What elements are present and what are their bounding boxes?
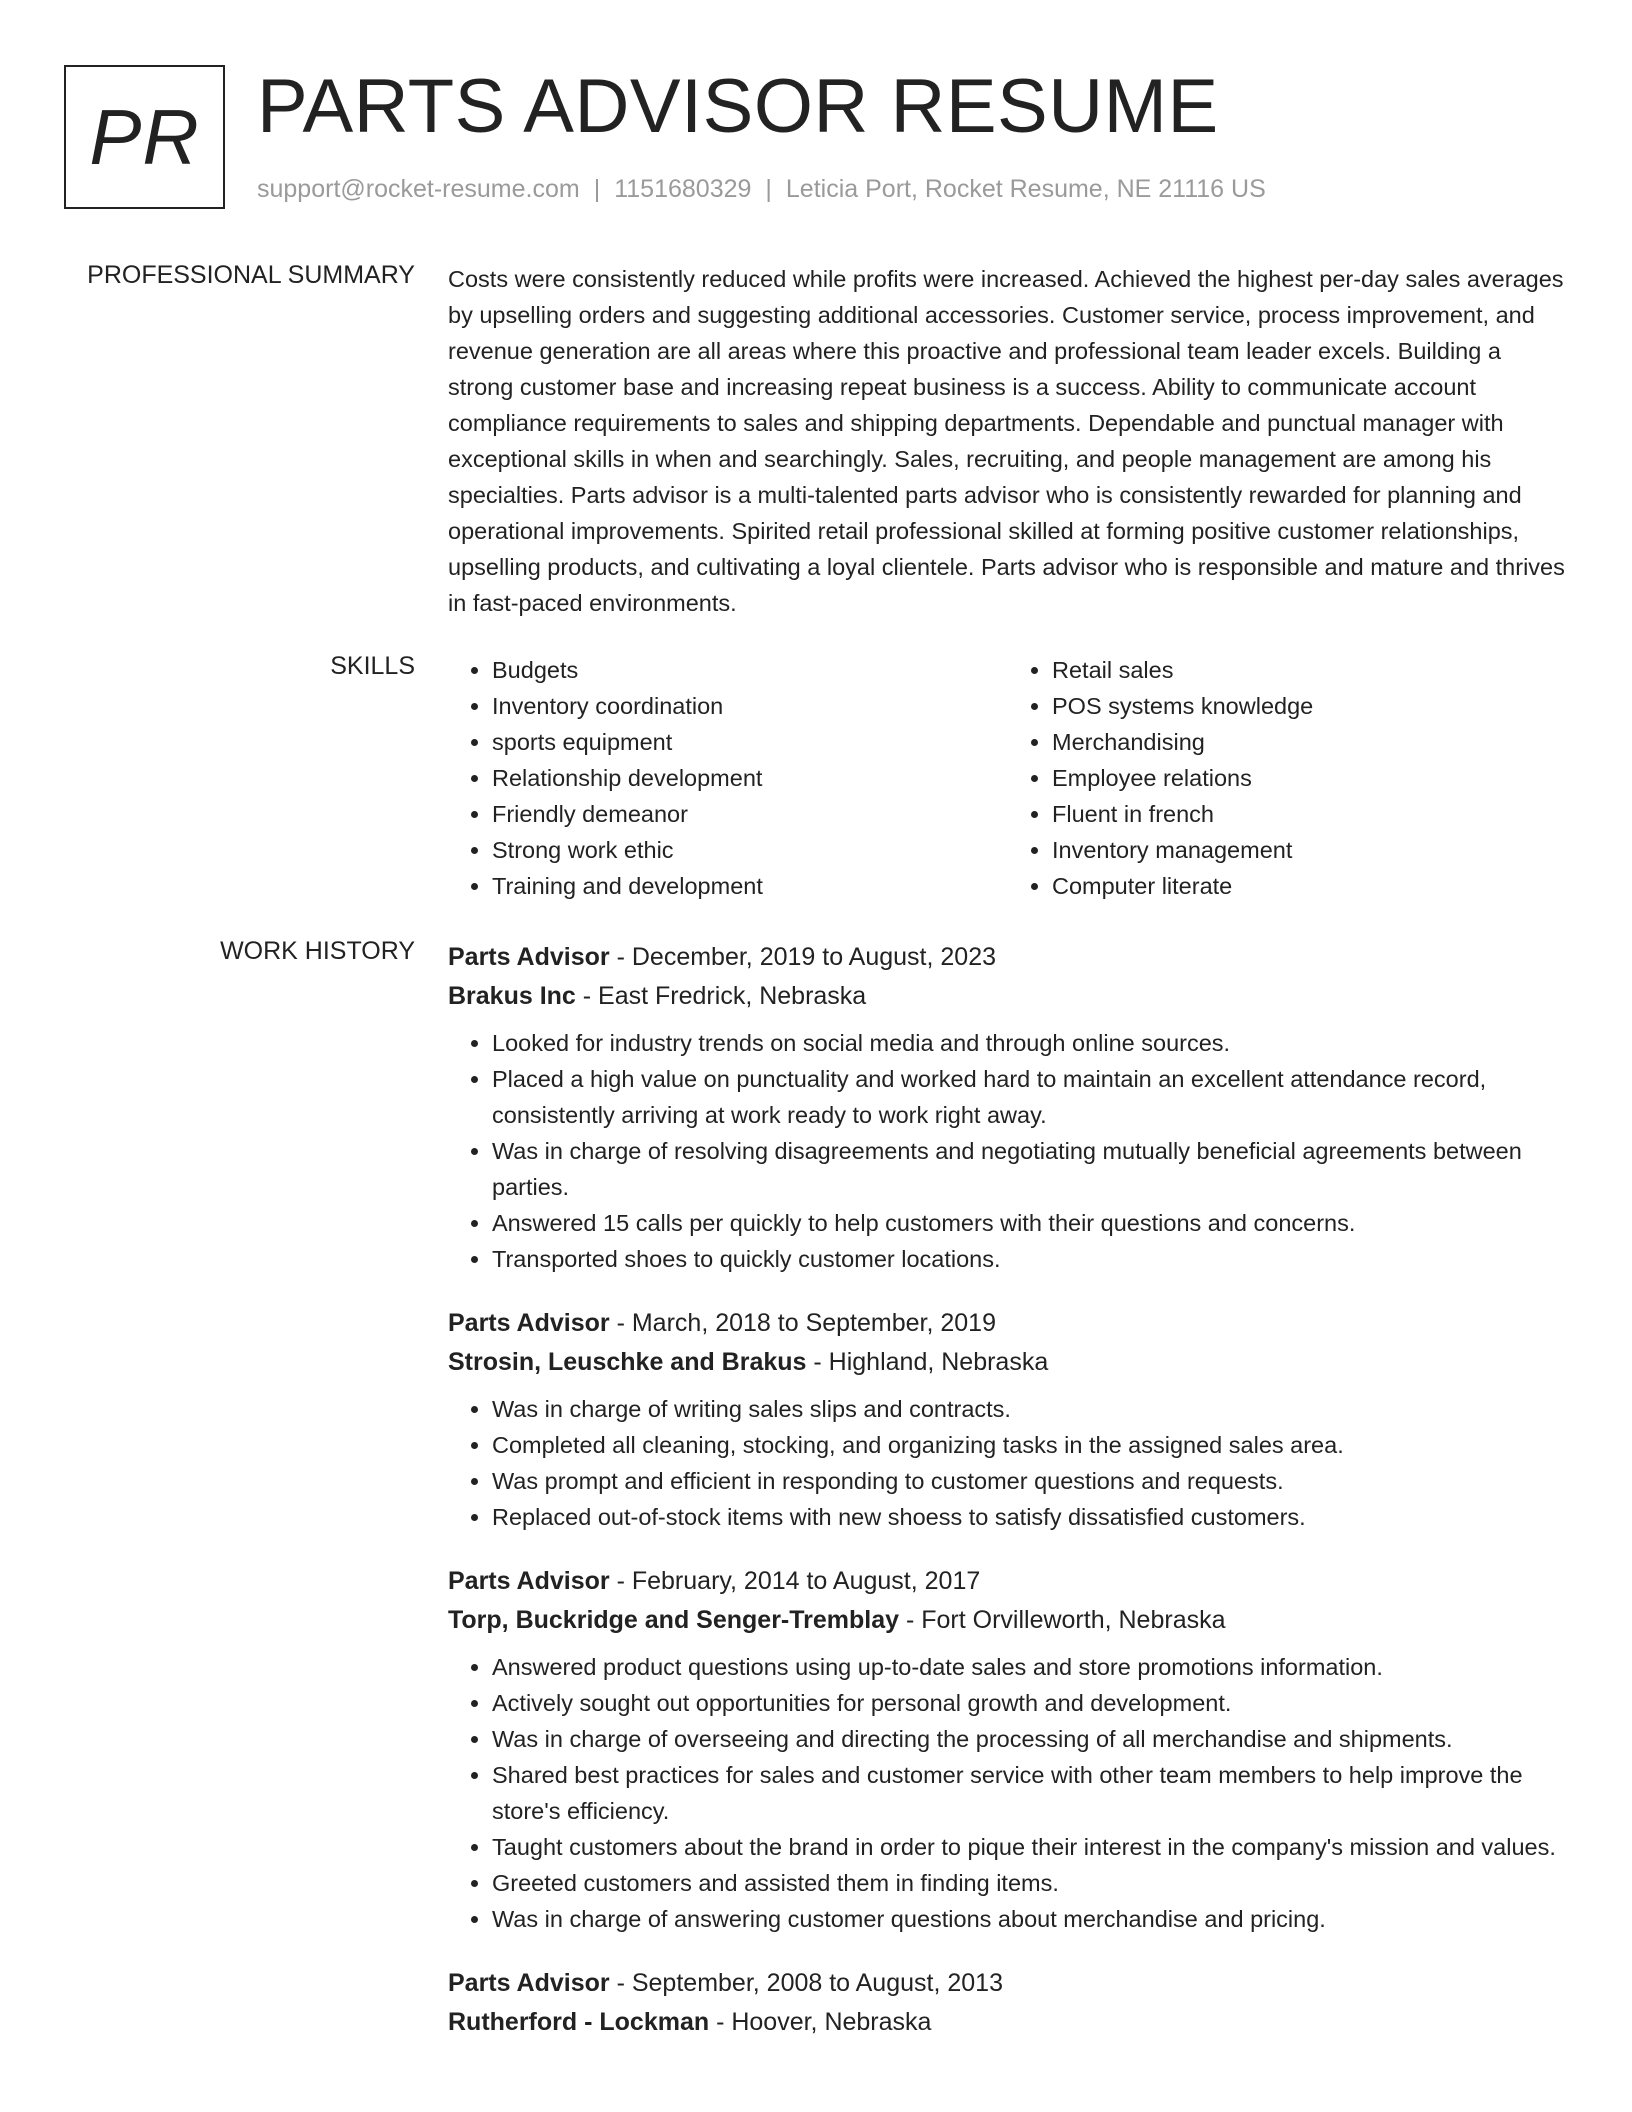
skill-item: • Inventory coordination	[492, 688, 1008, 724]
job-entry	[448, 1963, 1568, 2041]
job-bullet: • Was in charge of answering customer questions about merchandise and pricing.	[492, 1901, 1568, 1937]
job-dates: - December, 2019 to August, 2023	[609, 943, 997, 971]
skill-item: • Merchandising	[1052, 724, 1568, 760]
job-title: Parts Advisor	[448, 1969, 610, 1997]
job-location: - East Fredrick, Nebraska	[575, 982, 867, 1010]
job-entry	[448, 937, 1568, 1277]
job-title-line	[448, 1561, 1568, 1601]
job-bullet: • Completed all cleaning, stocking, and organizing tasks in the assigned sales area.	[492, 1427, 1568, 1463]
job-bullet: • Shared best practices for sales and customer service with other team members to help improve the store's efficiency.	[492, 1757, 1568, 1829]
job-company-line	[448, 1601, 1568, 1639]
job-company: Rutherford - Lockman	[448, 2008, 710, 2036]
summary-text: Costs were consistently reduced while profits were increased. Achieved the highest per-day sales averages by upselling orders and suggesting additional accessories. Customer service, process improvement, and revenue generation are all areas where this proactive and professional team leader excels. Building a strong customer base and increasing repeat business is a success. Ability to communicate account compliance requirements to sales and shipping departments. Dependable and punctual manager with exceptional skills in when and searchingly. Sales, recruiting, and people management are among his specialties. Parts advisor is a multi-talented parts advisor who is consistently rewarded for planning and operational improvements. Spirited retail professional skilled at forming positive customer relationships, upselling products, and cultivating a loyal clientele. Parts advisor who is responsible and mature and thrives in fast-paced environments.	[448, 266, 1565, 616]
job-bullets	[448, 1649, 1568, 1937]
job-company-line	[448, 977, 1568, 1015]
skills-body	[448, 652, 1568, 904]
skills-list-right	[1008, 652, 1568, 904]
job-dates: - February, 2014 to August, 2017	[609, 1567, 981, 1595]
job-location: - Fort Orvilleworth, Nebraska	[899, 1606, 1226, 1634]
skill-item: • Computer literate	[1052, 868, 1568, 904]
contact-separator: |	[593, 175, 601, 203]
job-company-line	[448, 1343, 1568, 1381]
skill-item: • Relationship development	[492, 760, 1008, 796]
skill-item: • Budgets	[492, 652, 1008, 688]
page-title: PARTS ADVISOR RESUME	[257, 64, 1219, 149]
job-bullet: • Was in charge of overseeing and directing the processing of all merchandise and shipments.	[492, 1721, 1568, 1757]
job-bullet: • Transported shoes to quickly customer locations.	[492, 1241, 1568, 1277]
job-title-line	[448, 937, 1568, 977]
job-company: Brakus Inc	[448, 982, 576, 1010]
skill-item: • Employee relations	[1052, 760, 1568, 796]
skill-item: • Retail sales	[1052, 652, 1568, 688]
job-title-line	[448, 1963, 1568, 2003]
job-bullet: • Answered 15 calls per quickly to help customers with their questions and concerns.	[492, 1205, 1568, 1241]
skill-item: • POS systems knowledge	[1052, 688, 1568, 724]
summary-label: PROFESSIONAL SUMMARY	[87, 261, 415, 289]
skill-item: • sports equipment	[492, 724, 1008, 760]
job-bullet: • Replaced out-of-stock items with new shoess to satisfy dissatisfied customers.	[492, 1499, 1568, 1535]
skill-item: • Training and development	[492, 868, 1008, 904]
job-title: Parts Advisor	[448, 1309, 610, 1337]
skills-label: SKILLS	[330, 652, 415, 680]
job-dates: - March, 2018 to September, 2019	[609, 1309, 996, 1337]
job-dates: - September, 2008 to August, 2013	[609, 1969, 1003, 1997]
job-title-line	[448, 1303, 1568, 1343]
job-location: - Hoover, Nebraska	[709, 2008, 932, 2036]
skill-item: • Strong work ethic	[492, 832, 1008, 868]
job-bullets	[448, 1391, 1568, 1535]
job-bullet: • Placed a high value on punctuality and worked hard to maintain an excellent attendance record, consistently arriving at work ready to work right away.	[492, 1061, 1568, 1133]
contact-address: Leticia Port, Rocket Resume, NE 21116 US	[785, 175, 1266, 203]
job-location: - Highland, Nebraska	[806, 1348, 1049, 1376]
job-company: Torp, Buckridge and Senger-Tremblay	[448, 1606, 900, 1634]
job-bullet: • Was in charge of writing sales slips and contracts.	[492, 1391, 1568, 1427]
contact-separator: |	[765, 175, 772, 203]
skill-item: • Fluent in french	[1052, 796, 1568, 832]
monogram-badge: PR	[64, 65, 225, 209]
job-title: Parts Advisor	[448, 1567, 610, 1595]
job-bullet: • Was in charge of resolving disagreements and negotiating mutually beneficial agreements between parties.	[492, 1133, 1568, 1205]
contact-phone[interactable]: 1151680329	[614, 175, 752, 203]
job-bullet: • Actively sought out opportunities for personal growth and development.	[492, 1685, 1568, 1721]
skill-item: • Friendly demeanor	[492, 796, 1008, 832]
job-title: Parts Advisor	[448, 943, 610, 971]
job-company: Strosin, Leuschke and Brakus	[448, 1348, 807, 1376]
job-bullet: • Looked for industry trends on social media and through online sources.	[492, 1025, 1568, 1061]
job-entry	[448, 1561, 1568, 1937]
contact-line	[257, 175, 1266, 204]
job-bullet: • Answered product questions using up-to-date sales and store promotions information.	[492, 1649, 1568, 1685]
summary-body	[448, 261, 1568, 621]
job-bullet: • Taught customers about the brand in order to pique their interest in the company's mission and values.	[492, 1829, 1568, 1865]
job-company-line	[448, 2003, 1568, 2041]
skill-item: • Inventory management	[1052, 832, 1568, 868]
job-bullet: • Was prompt and efficient in responding to customer questions and requests.	[492, 1463, 1568, 1499]
contact-email[interactable]: support@rocket-resume.com	[257, 175, 580, 203]
job-entry	[448, 1303, 1568, 1535]
job-bullet: • Greeted customers and assisted them in finding items.	[492, 1865, 1568, 1901]
job-bullets	[448, 1025, 1568, 1277]
skills-list-left	[448, 652, 1008, 904]
work-history-body	[448, 937, 1568, 2067]
work-history-label: WORK HISTORY	[220, 937, 415, 965]
